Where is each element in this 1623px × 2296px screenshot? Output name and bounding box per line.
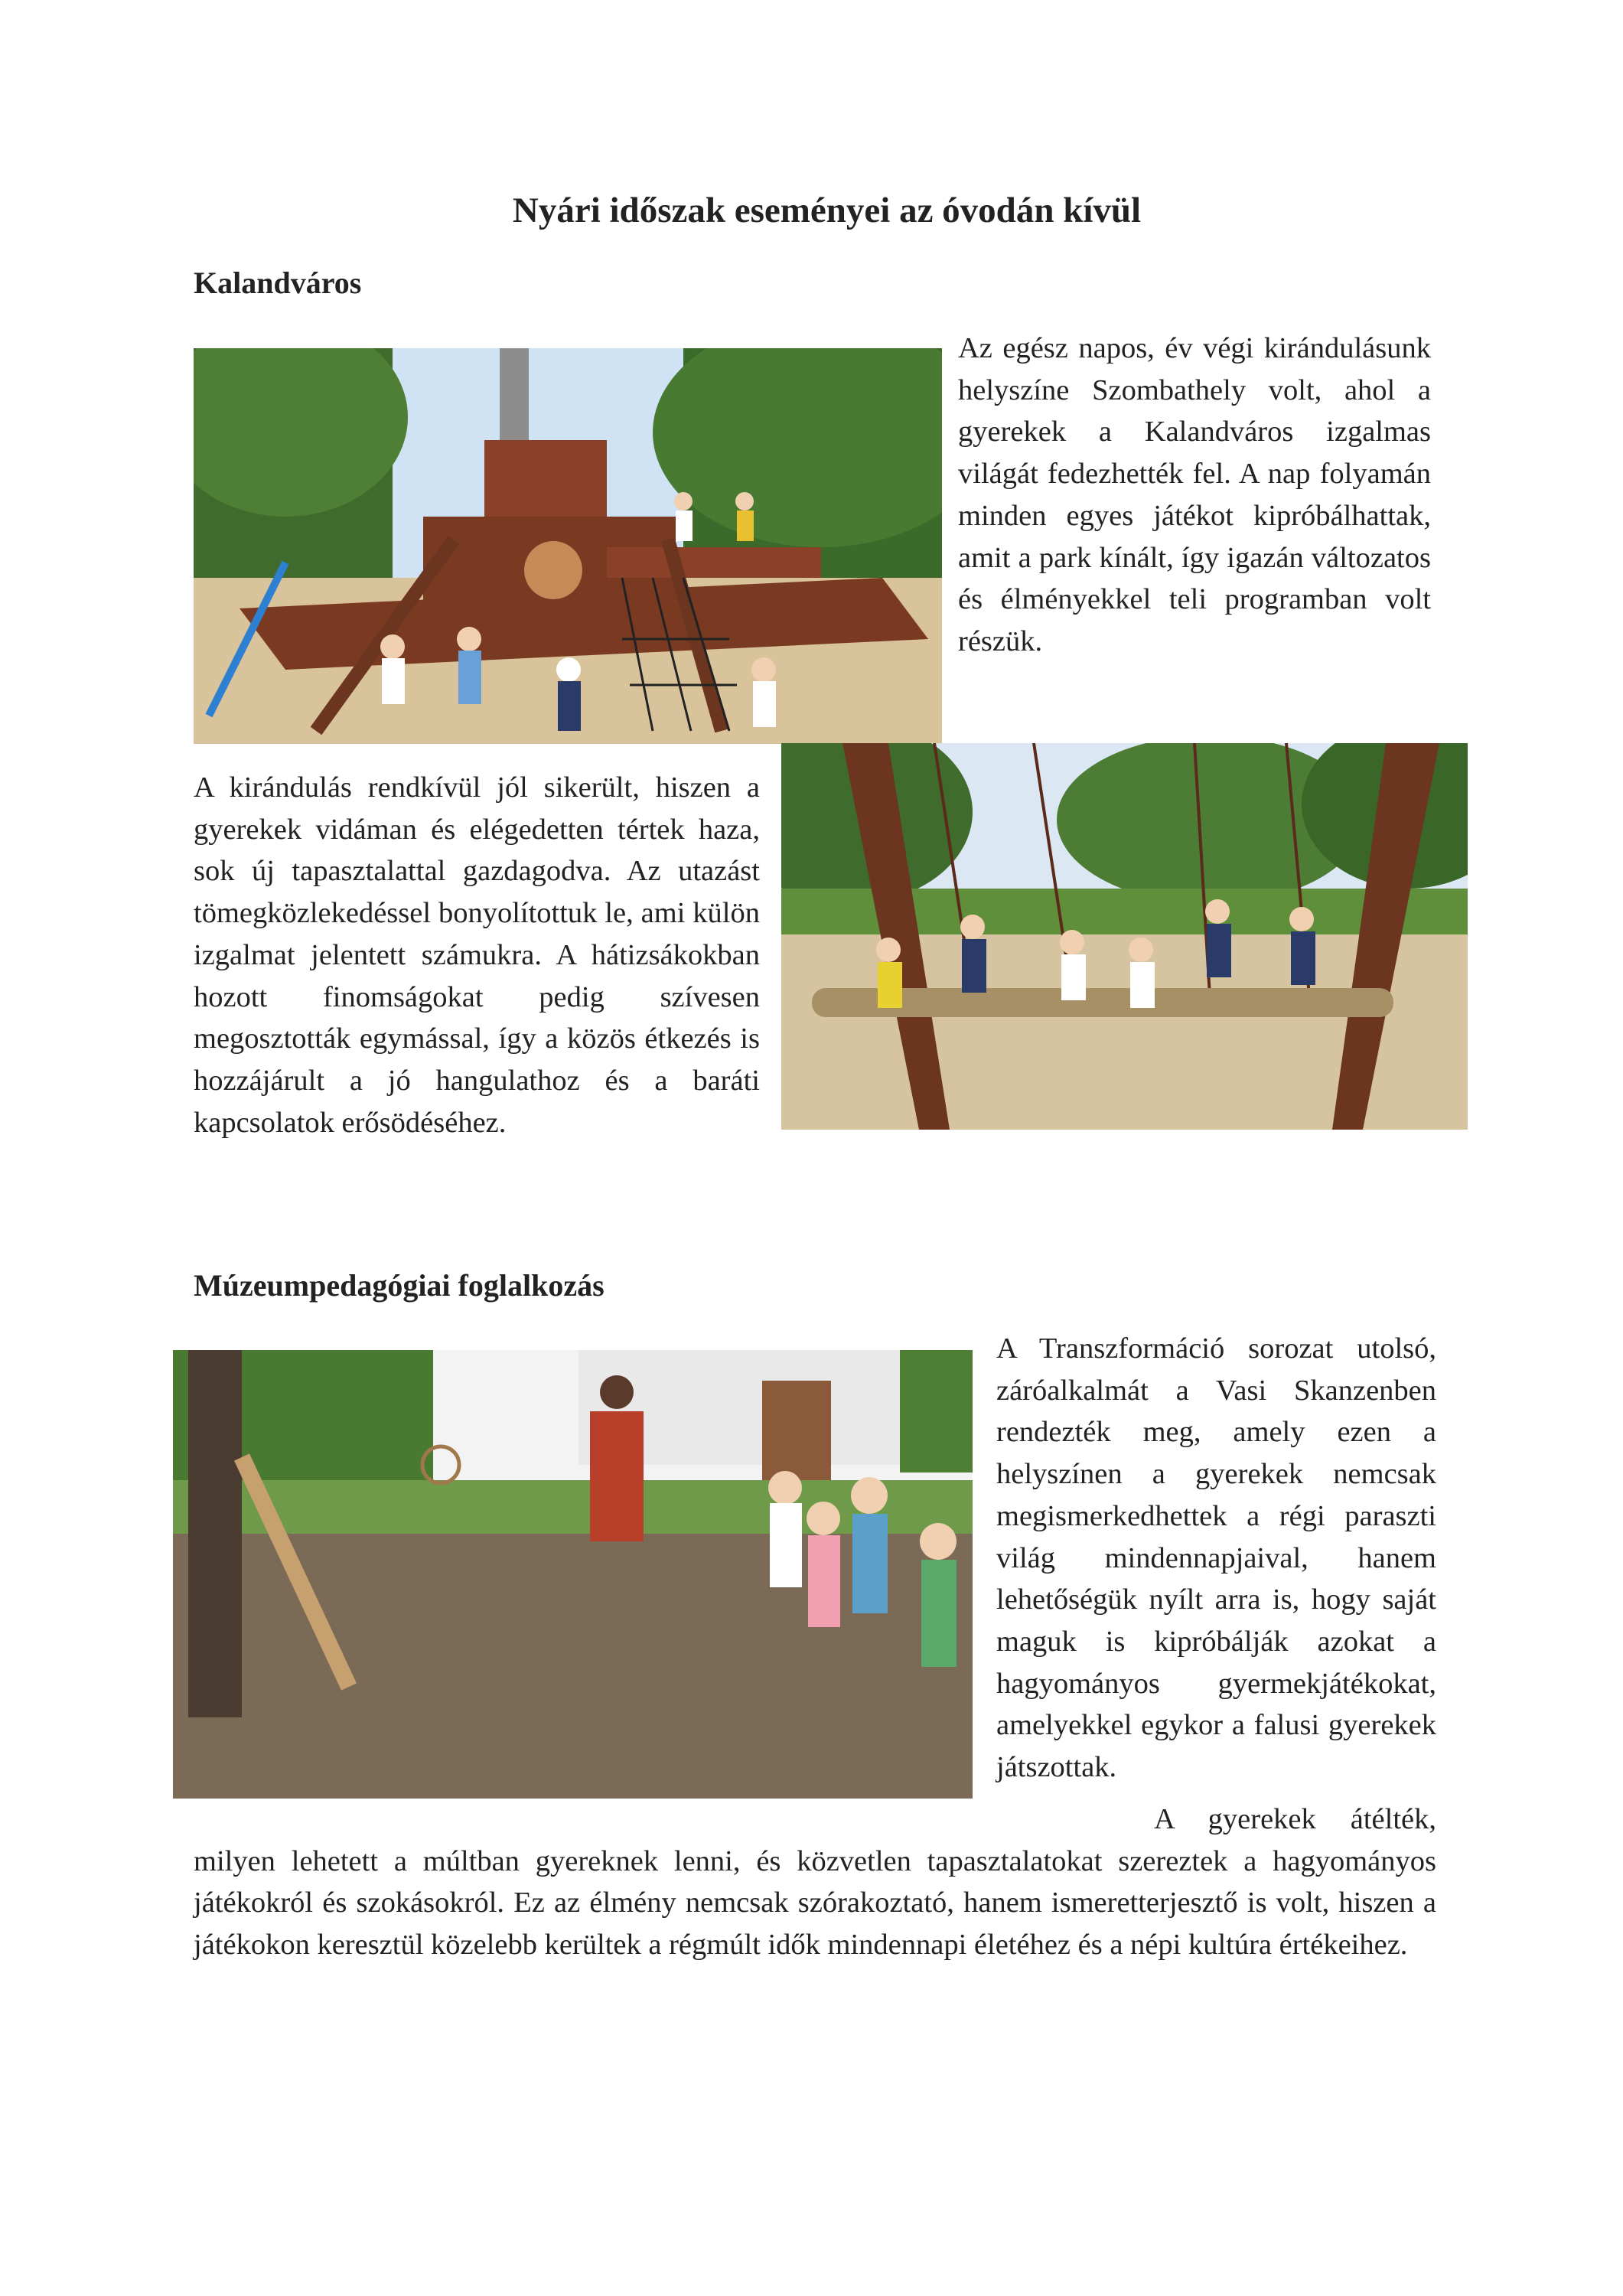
section-heading-muzeumpedagogia: Múzeumpedagógiai foglalkozás [194,1268,605,1303]
kalandvaros-paragraph-1: Az egész napos, év végi kirándulásunk helyszíne Szombathely volt, ahol a gyerekek a Kalandváros izgalmas világát fedezhették fel. A nap folyamán minden egyes játékot kipróbálhattak, amit a park kínált, így igazán változatos és élményekkel teli programban volt részük. [958,332,1431,657]
skanzen-photo [173,1350,973,1799]
muzeum-paragraph-2: A gyerekek átélték, milyen lehetett a múltban gyereknek lenni, és közvetlen tapasztalatokat szereztek a hagyományos játékokról és szokásokról. Ez az élmény nemcsak szórakoztató, hanem ismeretterjesztő is volt, hiszen a játékokon keresztül közelebb kerültek a régmúlt idők mindennapi életéhez és a népi kultúra értékeihez. [194,1803,1436,1962]
kalandvaros-paragraph-2: A kirándulás rendkívül jól sikerült, hiszen a gyerekek vidáman és elégedetten tértek haza, sok új tapasztalattal gazdagodva. Az utazást tömegközlekedéssel bonyolítottuk le, ami külön izgalmat jelentett számukra. A hátizsákokban hozott finomságokat pedig szívesen megosztották egymással, így a közös étkezés is hozzájárult a jó hangulathoz és a baráti kapcsolatok erősödéséhez. [194,771,760,1139]
page-title: Nyári időszak eseményei az óvodán kívül [512,191,1142,230]
muzeum-paragraph-1: A Transzformáció sorozat utolsó, záróalkalmát a Vasi Skanzenben rendezték meg, amely ezen a helyszínen a gyerekek nemcsak megismerkedhettek a régi paraszti világ mindennapjaival, hanem lehetőségük nyílt arra is, hogy saját maguk is kipróbálják azokat a hagyományos gyermekjátékokat, amelyekkel egykor a falusi gyerekek játszottak. [996,1332,1436,1784]
rope-swing-photo [781,743,1468,1130]
playground-ship-photo [194,348,942,744]
section-heading-kalandvaros: Kalandváros [194,266,362,300]
